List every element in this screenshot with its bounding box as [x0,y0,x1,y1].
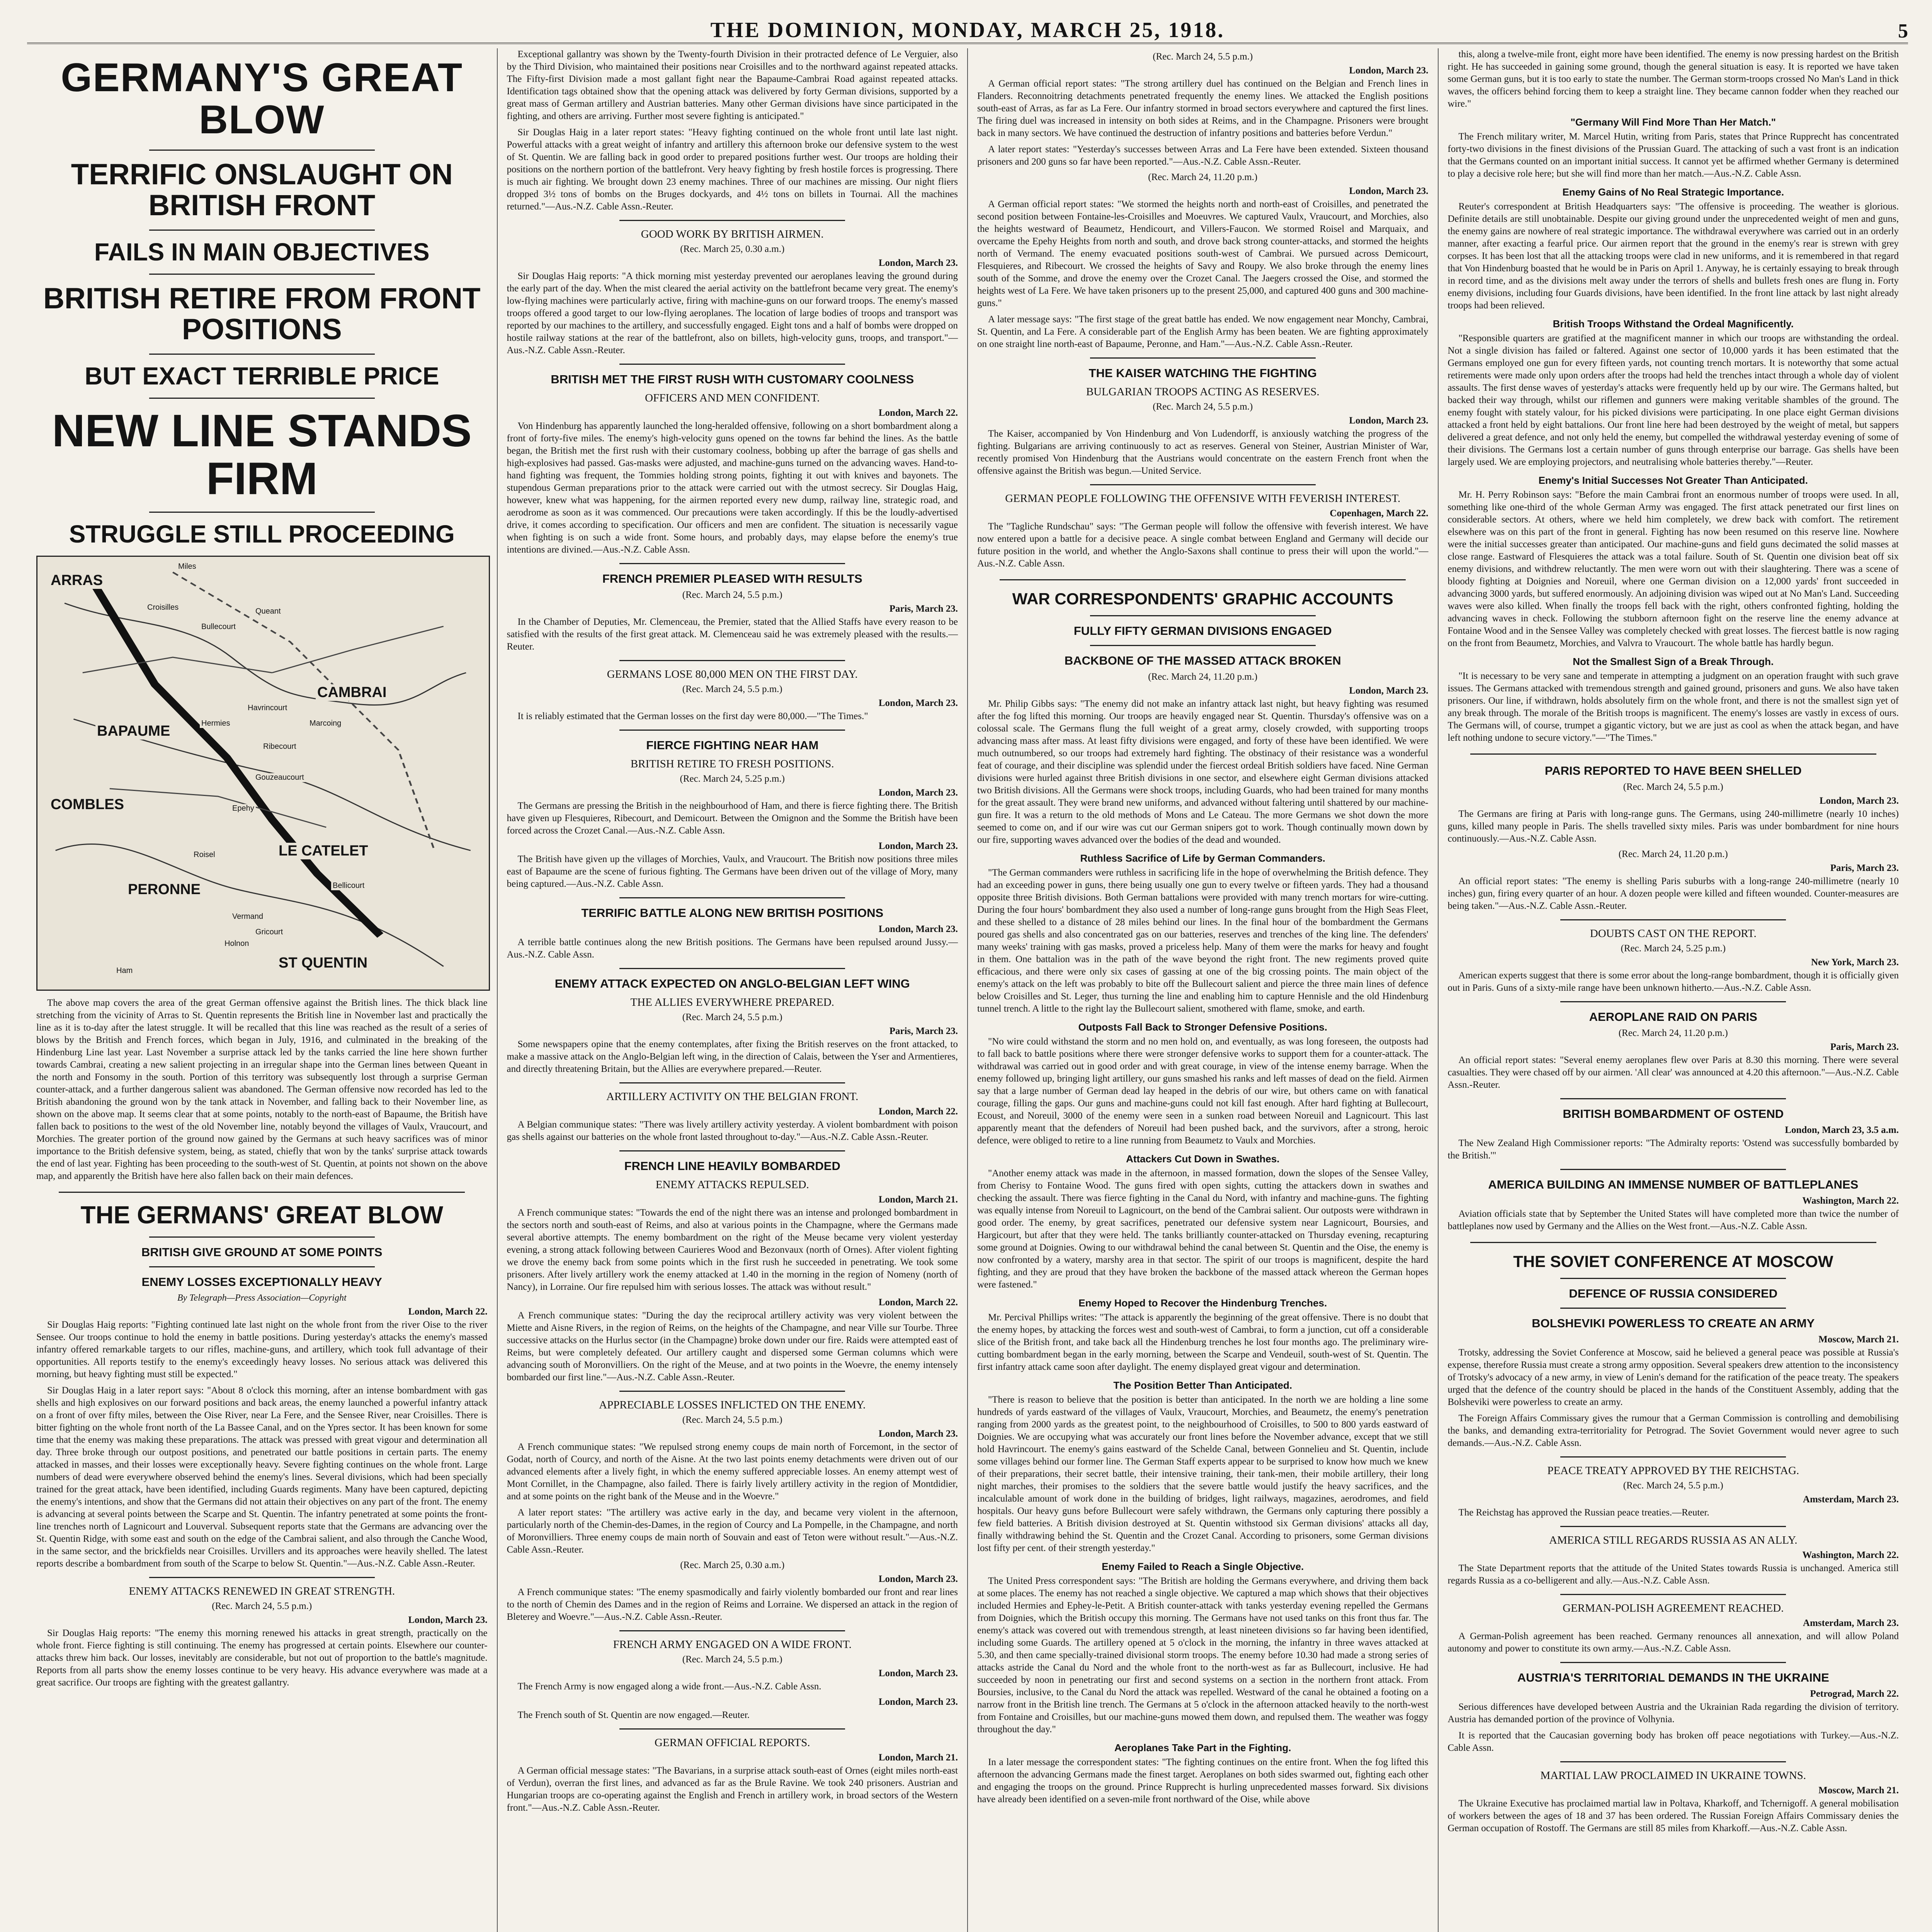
section-heading: PARIS REPORTED TO HAVE BEEN SHELLED [1544,764,1802,777]
article-paragraph: It is reported that the Caucasian governing body has broken off peace negotiations with Turkey.—Aus.-N.Z. Cable Assn. [1447,1730,1899,1753]
map-caption: The above map covers the area of the great German offensive against the British lines. The thick black line stretching from the vicinity of Arras to St. Quentin represents the British line in November last and practically the line as it is to-day after the latest struggle. It will be recalled that this line was reached as the result of a series of blows by the British and French forces, which began in July, 1916, and culminated in the breaking of the Hindenburg Line last year. Last November a surprise attack led by the tanks carried the line here shown further towards Cambrai, creating a new salient projecting in an irregular shape into the German lines between Queant in the north and Fonsomy in the south. Portion of this territory was subsequently lost through a surprise German counter-attack, and a further dangerous salient was abandoned. The German offensive now recorded has led to the British abandoning the ground won by the tank attack in November, and falling back to their November line, as shown on the above map. It seems clear that at some points, notably to the north-east of Bapaume, the British have fallen back to positions to the west of the old November line, notably beyond the villages of Vaulx, Vraucourt, and Morchies. The greater portion of the ground now gained by the Germans at such heavy sacrifices was of minor importance to the British defensive system, being, as stated, chiefly that won by the tanks' surprise attack towards the end of last year. Fighting has been proceeding to the south-west of St. Quentin, at points not shown on the above map, and apparently the British have here also fallen back on their main defences. [36,997,488,1181]
column-1 [27,48,498,1932]
article-paragraph: "Responsible quarters are gratified at the magnificent manner in which our troops are withstanding the ordeal. Not a single division has failed or faltered. Against one sector of 10,000 yards it has been estimated that the Germans employed one gun for every fifteen yards, not counting trench mortars. It is noteworthy that some actual retirements were made only upon orders after the troops had held the trenches intact through a whole day of violent assaults. The first dense waves of yesterday's attacks were frequently held up by our wire. The Germans halted, but backed their way through, whilst our riflemen and gunners were making veritable shambles of the ground. The enemy fought with stately valour, for his picked divisions were participating. In one place eight German divisions attacked a front held by eight battalions. Our front line here had been destroyed by the weight of metal, but sappers delivered a great defence, and not only held the enemy, but compelled the withdrawal yesterday evening of some of their divisions. The Germans lost a certain number of guns through enterprise our barrage. Gas shells have been largely used. We are employing projectors, and neutralising whole batteries thereby."—Reuter. [1447,333,1899,467]
map-label-combles: COMBLES [49,796,126,813]
headline-main: GERMANY'S GREAT BLOW [61,55,463,143]
article-paragraph: It is reliably estimated that the German losses on the first day were 80,000.—"The Times." [517,711,868,721]
dateline-place: Washington, March 22. [1802,1196,1899,1206]
map-place: Croisilles [146,603,180,612]
subheadline: ENEMY LOSSES EXCEPTIONALLY HEAVY [141,1275,382,1289]
section-heading: AUSTRIA'S TERRITORIAL DEMANDS IN THE UKRAINE [1517,1671,1829,1684]
article-paragraph: The New Zealand High Commissioner reports: "The Admiralty reports: 'Ostend was successfully bombarded by the British.'" [1447,1138,1899,1161]
article-paragraph: In the Chamber of Deputies, Mr. Clemenceau, the Premier, stated that the Allied Staffs have every reason to be satisfied with the results of the first great attack. M. Clemenceau said he was extremely pleased with the results.—Reuter. [507,617,958,652]
dateline-place: London, March 23. [878,924,958,934]
received-date: (Rec. March 25, 0.30 a.m.) [680,1560,785,1570]
received-date: (Rec. March 24, 5.5 p.m.) [682,1012,782,1022]
dateline-place: Petrograd, March 22. [1810,1689,1899,1699]
headline-struggle: STRUGGLE STILL PROCEEDING [69,520,455,548]
section-subheading: OFFICERS AND MEN CONFIDENT. [645,392,820,404]
dateline-place: London, March 23, 3.5 a.m. [1785,1125,1899,1135]
dateline-place: London, March 23. [1349,415,1429,426]
map-place: Bullecourt [200,622,237,631]
dateline-place: London, March 23. [878,1697,958,1707]
dateline-place: London, March 22. [878,1106,958,1117]
section-heading: ENEMY ATTACK EXPECTED ON ANGLO-BELGIAN LEFT WING [554,977,910,990]
section-heading: THE KAISER WATCHING THE FIGHTING [1088,366,1317,380]
article-paragraph: The "Tagliche Rundschau" says: "The German people will follow the offensive with feverish interest. We have now entered upon a battle for a decisive peace. A single combat between England and Germany will decide our future position in the world, and whether the Anglo-Saxons shall continue to press their will upon the world."—Aus.-N.Z. Cable Assn. [977,521,1429,569]
section-subheading: BACKBONE OF THE MASSED ATTACK BROKEN [1064,654,1341,667]
map-label-arras: ARRAS [49,572,104,589]
map-place: Gouzeaucourt [254,773,306,782]
dateline-place: Paris, March 23. [889,1026,958,1036]
received-date: (Rec. March 24, 5.5 p.m.) [682,1654,782,1665]
map-label-st-quentin: ST QUENTIN [277,955,369,971]
section-heading: BRITISH MET THE FIRST RUSH WITH CUSTOMARY COOLNESS [551,372,914,386]
dateline-place: London, March 23. [878,698,958,708]
article-paragraph: A terrible battle continues along the new British positions. The Germans have been repulsed around Jussy.—Aus.-N.Z. Cable Assn. [507,937,958,960]
section-heading: GERMAN-POLISH AGREEMENT REACHED. [1563,1602,1784,1614]
side-heading: Not the Smallest Sign of a Break Through. [1573,656,1774,667]
dateline-place: Moscow, March 21. [1818,1785,1899,1796]
side-heading: Aeroplanes Take Part in the Fighting. [1114,1742,1291,1753]
map-place: Epehy [231,804,256,813]
map-place: Marcoing [308,719,343,728]
article-paragraph: In a later message the correspondent states: "The fighting continues on the entire front. When the fog lifted this afternoon the advancing Germans made the finest target. Aeroplanes on both sides swarmed out, fighting each other and engaging the troops on the ground. Prince Rupprecht is hurling unprecedented masses forward. Six divisions have already been identified on a seven-mile front northward of the Oise, while above [977,1757,1429,1804]
headline-onslaught: TERRIFIC ONSLAUGHT ON BRITISH FRONT [71,158,453,222]
dateline-place: London, March 23. [1349,65,1429,76]
dateline-place: Paris, March 23. [1830,863,1899,873]
article-paragraph: A German official report states: "The strong artillery duel has continued on the Belgian and French lines in Flanders. Reconnoitring detachments penetrated frequently the enemy lines. We attacked the English positions south-east of Arras, as far as La Fere. Our infantry stormed in broad sectors everywhere and captured the first lines. The firing duel was increased in intensity on both sides at Reims, and in the Champagne. Prisoners were brought back in many sectors. We have continued the destruction of infantry positions and batteries before Verdun." [977,78,1429,138]
article-paragraph: A later message says: "The first stage of the great battle has ended. We now engagement near Monchy, Cambrai, St. Quentin, and La Fere. A considerable part of the English Army has been beaten. We are fighting approximately on one straight line north-east of Bapaume, Peronne, and Ham."—Aus.-N.Z. Cable Assn.-Reuter. [977,314,1429,349]
section-heading-major: WAR CORRESPONDENTS' GRAPHIC ACCOUNTS [1012,590,1393,608]
side-heading: Enemy Hoped to Recover the Hindenburg Trenches. [1078,1297,1327,1309]
section-subheading: BOLSHEVIKI POWERLESS TO CREATE AN ARMY [1532,1316,1815,1330]
section-heading: GERMANS LOSE 80,000 MEN ON THE FIRST DAY. [607,668,858,680]
received-date: (Rec. March 24, 11.20 p.m.) [1618,849,1728,859]
headline-retire: BRITISH RETIRE FROM FRONT POSITIONS [43,282,481,346]
side-heading: Enemy Failed to Reach a Single Objective. [1102,1561,1304,1572]
article-paragraph: A German official report states: "We stormed the heights north and north-east of Croisilles, and penetrated the second position between Fontaine-les-Croisilles and Moeuvres. We captured Vaulx, Vraucourt, and Morchies, also the heights westward of Beaumetz, Hendicourt, and Villers-Faucon. We stormed Roisel and Marquaix, and overcame the Epehy Heights from north and south, and drove back strong counter-attacks, and stormed the heights north of Vermand. The enemy evacuated positions south-west of Cambrai. We pursued across Demicourt, Flesquieres, and Ribecourt. We crossed the heights of Savy and Roupy. We also broke through the enemy lines south of the Somme, and drove the enemy over the Crozet Canal. The Jaegers crossed the Oise, and stormed the heights west of La Fere. We have taken prisoners up to the present 25,000, and captured 400 guns and 300 machine-guns." [977,199,1429,308]
map-place: Bellicourt [331,881,366,890]
section-heading: BRITISH BOMBARDMENT OF OSTEND [1563,1107,1784,1121]
section-heading: APPRECIABLE LOSSES INFLICTED ON THE ENEMY. [599,1399,866,1411]
page-number: 5 [1898,20,1908,42]
article-paragraph: Sir Douglas Haig in a later report states: "Heavy fighting continued on the whole front until late last night. Powerful attacks with a great weight of infantry and artillery this afternoon broke our defensive system to the west of St. Quentin. We are falling back in good order to prepared positions further west. Our troops are holding their positions on the northern portion of the battlefront. Very heavy fighting by fresh hostile forces is progressing. There is much air fighting. We brought down 23 enemy machines. Three of our machines are missing. Our night fliers dropped 3½ tons of bombs on the Bruges dockyards, and 4½ tons on billets in Tournai. All the machines returned."—Aus.-N.Z. Cable Assn.-Reuter. [507,127,958,212]
dateline-place: London, March 23. [878,787,958,798]
map-place: Hermies [200,719,231,728]
article-paragraph: Serious differences have developed between Austria and the Ukrainian Rada regarding the division of territory. Austria has demanded portion of the province of Volhynia. [1447,1702,1899,1725]
article-paragraph: A French communique states: "The enemy spasmodically and fairly violently bombarded our front and rear lines to the north of Chemin des Dames and in the region of Reims and Lorraine. We dispersed an attack in the region of Bleterey and Woevre."—Aus.-N.Z. Cable Assn.-Reuter. [507,1587,958,1622]
side-heading: Ruthless Sacrifice of Life by German Commanders. [1080,852,1325,864]
article-paragraph: A French communique states: "We repulsed strong enemy coups de main north of Forcemont, in the sector of Godat, north of Courcy, and north of the Aisne. At the two last points enemy detachments were driven out of our advanced elements after a lively fight, in which the enemy suffered appreciable losses. An enemy attempt west of Mont Cornillet, in the Champagne, also failed. There is fairly lively artillery activity in the region of Montdidier, and at some points on the right bank of the Meuse and in the Woevre." [507,1442,958,1502]
side-heading: Attackers Cut Down in Swathes. [1126,1153,1280,1165]
map-place: Roisel [192,850,217,859]
side-heading: British Troops Withstand the Ordeal Magnificently. [1553,318,1794,330]
article-paragraph: The French military writer, M. Marcel Hutin, writing from Paris, states that Prince Rupprecht has concentrated forty-two divisions in the finest divisions of the Prussian Guard. The attacking of such a vast front is an indication that the Germans counted on an important initial success. It cannot yet be affirmed whether Germany is determined to play a decisive role here; but she will find more than her match.—Aus.-N.Z. Cable Assn. [1447,131,1899,179]
battle-map [36,556,490,991]
article-paragraph: The Germans are pressing the British in the neighbourhood of Ham, and there is fierce fighting there. The British have given up Flesquieres, Ribecourt, and Demicourt. Between the Omignon and the Somme the British have been forced across the Crozet Canal.—Aus.-N.Z. Cable Assn. [507,801,958,836]
article-paragraph: this, along a twelve-mile front, eight more have been identified. The enemy is now pressing hardest on the British right. He has succeeded in gaining some ground, though the general situation is easy. It is reported we have taken some German guns, but it is too early to state the number. The German storm-troops crossed No Man's Land in thick waves, the officers behind forcing them to keep a straight line. They became cannon fodder when they reached our wire." [1447,49,1899,109]
section-subheading: BULGARIAN TROOPS ACTING AS RESERVES. [1086,386,1320,398]
article-paragraph: The Germans are firing at Paris with long-range guns. The Germans, using 240-millimetre (nearly 10 inches) guns, killed many people in Paris. The shells travelled sixty miles. Paris was under bombardment for nine hours continuously.—Aus.-N.Z. Cable Assn. [1447,809,1899,844]
section-heading: FRENCH PREMIER PLEASED WITH RESULTS [602,572,862,585]
map-place: Ribecourt [262,742,298,751]
dateline-place: Washington, March 22. [1802,1550,1899,1560]
received-date: (Rec. March 24, 5.5 p.m.) [212,1601,312,1612]
map-place: Holnon [223,939,250,948]
article-paragraph: Mr. Philip Gibbs says: "The enemy did not make an infantry attack last night, but heavy fighting was resumed after the fog lifted this morning. Our troops are heavily engaged near St. Quentin. Thursday's offensive was on a colossal scale. The Germans flung the full weight of a great army, closely crowded, with supporting troops advancing mass after mass. At least fifty divisions were engaged, and forty of these have been identified. We were much outnumbered, so our troops had extremely hard fighting. The obstinacy of their resistance was a wonderful feat of courage, and their discipline was splendid under the fiercest ordeal British soldiers have faced. Nine German divisions were hurled against three British divisions in one sector, and elsewhere eight German divisions attacked two British divisions. All the Germans were shock troops, including Guards, who had been trained for many months for the great assault. They were brand new uniforms, and advanced without faltering until shattered by our machine-gun fire. It was a return to the old methods of Mons and Le Cateau. The more Germans we shot down the more seemed to come on, and if our wire was cut our German snipers got to work. Though continually mown down by our fire, supporting waves advanced over the bodies of the dead and wounded. [977,699,1429,845]
section-heading: FRENCH ARMY ENGAGED ON A WIDE FRONT. [613,1638,852,1651]
received-date: (Rec. March 25, 0.30 a.m.) [680,244,785,254]
article-paragraph: Von Hindenburg has apparently launched the long-heralded offensive, following on a short bombardment along a front of forty-five miles. The enemy's high-velocity guns opened on the towns far behind the lines. As the battle began, the British met the first rush with their customary coolness, bobbing up after the barrage of gas shells and high-explosives had passed. Gas-masks were adjusted, and machine-guns turned on the advancing waves. Hand-to-hand fighting was frequent, the Tommies holding strong points, fighting it out with knives and bayonets. The stupendous German preparations prior to the attack were carried out with the utmost secrecy. Sir Douglas Haig, however, knew what was happening, for the airmen reported every new dump, railway line, strategic road, and aerodrome as soon as it was commenced. Our precautions were taken accordingly. If this be the loudly-advertised drive, it comes according to specification. Our officers and men are confident. The situation is necessarily vague when fighting is on such a wide front. Some hours, and probably days, may elapse before the enemy's true intentions are divined.—Aus.-N.Z. Cable Assn. [507,421,958,555]
received-date: (Rec. March 24, 11.20 p.m.) [1148,172,1258,182]
column-3 [968,48,1439,1932]
section-heading: GOOD WORK BY BRITISH AIRMEN. [641,228,824,240]
article-paragraph: The Ukraine Executive has proclaimed martial law in Poltava, Kharkoff, and Tchernigoff. A general mobilisation of workers between the ages of 18 and 37 has been ordered. The Russian Foreign Affairs Commissary denies the German occupation of Rostoff. The Germans are still 85 miles from Kharkoff.—Aus.-N.Z. Cable Assn. [1447,1798,1899,1833]
dateline-place: London, March 23. [878,258,958,268]
article-paragraph: Sir Douglas Haig reports: "A thick morning mist yesterday prevented our aeroplanes leaving the ground during the early part of the day. When the mist cleared the aerial activity on the battlefront became very great. The enemy's low-flying machines were particularly active, firing with machine-guns on our forward troops. The enemy's massed troops offered a good target to our low-flying aeroplanes. The location of large bodies of troops and transport was reported by our machines to the artillery, and successfully engaged. Eight tons and a half of bombs were dropped on hostile railway stations at the rear of the battlefront, also on billets, high-velocity guns, troops, and transport."—Aus.-N.Z. Cable Assn.-Reuter. [507,271,958,355]
article-paragraph: Mr. H. Perry Robinson says: "Before the main Cambrai front an enormous number of troops were used. In all, something like one-third of the whole German Army was engaged. The first attack penetrated our first lines on considerable sectors. At others, where we held him completely, we drew back with comfort. The retirement elsewhere was on this part of the front in general. Fighting has now been resumed on this reserve line. Nowhere were the initial successes greater than anticipated. Our machine-guns and field guns decimated the solid masses at close range. Eastward of Flesquieres the attack was a total failure. South of St. Quentin one division beat off six enemy divisions, and withdrew reluctantly. The men were worn out with their slaughtering. There was a scene of bloody fighting at Doignies and Noreuil, where one German division on a 12,000 yards' front succeeded in advancing 3000 yards, but suffered enormously. An adjoining division was wiped out at No Man's Land. Succeeding waves were also killed. When finally the troops fell back with the right, others confronted fighting, holding the advancing waves in check. Following the stubborn afternoon fight on the reserve line the enemy advance at Fontaine Wood and in the Sensee Valley was completely checked with great losses. The fiercest battle is now raging on the front from Beaumetz, Morchies, and Valvra to Vraucourt. The whole battle has hardly begun. [1447,490,1899,648]
received-date: (Rec. March 24, 5.25 p.m.) [1621,943,1726,954]
map-place: Gricourt [254,928,284,937]
article-paragraph: Sir Douglas Haig in a later report says: "About 8 o'clock this morning, after an intense bombardment with gas shells and high explosives on our forward positions and back areas, the enemy launched a powerful infantry attack on a front of over fifty miles, between the Oise River, near La Fere, and the Sensee River, near Croisilles. There is bitter fighting on the whole front north of the La Bassee Canal, and on the Ypres sector. It has been known for some time that the enemy was making these preparations. The attack was pressed with great vigour and determination all day. Three broke through our outpost positions, and penetrated our battle positions in certain parts. The enemy attacked in masses, and their losses were exceptionally heavy. Severe fighting continues on the whole front. Large numbers of dead were everywhere observed behind the enemy's lines. Several divisions, which had been specially trained for the great attack, have been identified, including Guards regiments. Many have been captured, depicting the enemy's intentions, and show that the Germans did not attain their objectives on any part of the front. The enemy is advancing at several points between the Scarpe and St. Quentin. The infantry penetrated at some points the front-line trenches north of Lagnicourt and Louverval. Subsequent reports state that the Germans are advancing over the St. Quentin Ridge, with some east and south on the edge of the Cambrai salient, and also through the Canche Wood, in the same sector, and the brickfields near Croisilles. Urvillers and its approaches were heavily shelled. The latest reports describe a bombardment from south of the Scarpe to below St. Quentin."—Aus.-N.Z. Cable Assn.-Reuter. [36,1385,488,1569]
dateline-place: London, March 23. [878,841,958,851]
section-subheading: ENEMY ATTACKS REPULSED. [655,1179,809,1191]
section-heading: FIERCE FIGHTING NEAR HAM [646,738,819,752]
article-paragraph: An official report states: "Several enemy aeroplanes flew over Paris at 8.30 this morning. There were several casualties. They were chased off by our airmen. 'All clear' was announced at 4.20 this afternoon."—Aus.-N.Z. Cable Assn.-Reuter. [1447,1055,1899,1090]
dateline-place: London, March 23. [1349,685,1429,696]
section-heading: MARTIAL LAW PROCLAIMED IN UKRAINE TOWNS. [1540,1769,1806,1782]
article-paragraph: A French communique states: "Towards the end of the night there was an intense and prolonged bombardment in the sectors north and south-east of Reims, and also at various points in the Champagne, where the Germans made several abortive attempts. The enemy bombardment on the right of the Meuse became very violent yesterday evening, a strong attack following between Caurieres Wood and Bezonvaux (north of Ornes). After violent fighting we drove the enemy back from some points which in the first rush he succeeded in penetrating. We took some prisoners. After lively artillery work the enemy attacked at 1.40 in the morning in the region of Nomeny (north of Nancy), in Lorraine. Our fire repulsed him with serious losses. The attack was without result." [507,1208,958,1292]
map-label-peronne: PERONNE [126,881,202,898]
dateline-place: Copenhagen, March 22. [1330,508,1429,519]
article-paragraph: Trotsky, addressing the Soviet Conference at Moscow, said he believed a general peace was possible at Russia's expense, therefore Russia must create a strong army opposition. Several speakers drew attention to the inconsistency of Trotsky's advocacy of a new army, in view of Lenin's demand for the ratification of the peace treaty. The speakers urged that the defence of the country should be placed in the hands of the Constituent Assembly, adding that the Bolsheviki were powerless to create an army. [1447,1347,1899,1407]
received-date: (Rec. March 24, 5.5 p.m.) [682,590,782,600]
received-date: (Rec. March 24, 5.5 p.m.) [682,684,782,694]
article-paragraph: The Foreign Affairs Commissary gives the rumour that a German Commission is controlling and demobilising the banks, and demanding extra-territoriality for Petrograd. The Soviet Government would never agree to such demands.—Aus.-N.Z. Cable Assn. [1447,1413,1899,1448]
dateline-place: London, March 23. [878,1429,958,1439]
article-paragraph: Mr. Percival Phillips writes: "The attack is apparently the beginning of the great offensive. There is no doubt that the enemy hopes, by attacking the forces west and south-west of Cambrai, to form a junction, cut off a considerable slice of the British front, and take back all the Hindenburg trenches he lost four months ago. The preliminary wire-cutting bombardment began in the early morning, between the Scarpe and Vendeuil, south-west of St. Quentin. The first infantry attack came soon after daylight. The enemy displayed great vigour and determination. [977,1312,1429,1372]
article-paragraph: A later report states: "The artillery was active early in the day, and became very violent in the afternoon, particularly north of the Chemin-des-Dames, in the region of Courcy and La Pompelle, in the Champagne, and north of Moronvilliers. Three enemy coups de main north of Souvain and east of Teton were without result."—Aus.-N.Z. Cable Assn.-Reuter. [507,1507,958,1555]
byline: By Telegraph—Press Association—Copyright [177,1293,347,1303]
section-heading: ENEMY ATTACKS RENEWED IN GREAT STRENGTH. [129,1585,395,1598]
side-heading: The Position Better Than Anticipated. [1113,1379,1293,1391]
headline-price: BUT EXACT TERRIBLE PRICE [85,362,439,390]
article-paragraph: Some newspapers opine that the enemy contemplates, after fixing the British reserves on the front attacked, to make a massive attack on the Anglo-Belgian left wing, in the direction of Calais, between the Yser and Armentieres, and directly threatening Britain, but the Allies are everywhere prepared.—Reuter. [507,1039,958,1074]
section-heading: GERMAN OFFICIAL REPORTS. [655,1736,810,1749]
map-label-bapaume: BAPAUME [95,723,172,740]
dateline-place: London, March 23. [878,1668,958,1679]
received-date: (Rec. March 24, 11.20 p.m.) [1618,1028,1728,1038]
section-heading: AEROPLANE RAID ON PARIS [1589,1010,1757,1024]
column-2 [498,48,968,1932]
map-scale: Miles [177,562,198,571]
article-paragraph: "No wire could withstand the storm and no men hold on, and eventually, as was long foreseen, the outposts had to fall back to battle positions where there were stronger defensive works to support them for a counter-attack. The withdrawal was carried out in good order and with great courage, in view of the intense enemy barrage. When the enemy followed up, bringing light artillery, our guns smashed his ranks and left masses of dead on the field. Airmen say that a large number of German dead lay heaped in the debris of our wire, but others came on with fanatical courage, filling the gaps. Our guns and machine-guns could not kill fast enough. After hard fighting at Bullecourt, Ecoust, and Noreuil, 3000 of the enemy were seen in a sunken road between Noreuil and Lagnicourt. This last apparently meant that the defenders of Noreuil had been pushed back, and the survivors, after a strong, heroic defence, were obliged to retire to a line running from Beaumetz to Vaulx and Morchies. [977,1036,1429,1146]
dateline-place: New York, March 23. [1811,957,1899,968]
section-heading: PEACE TREATY APPROVED BY THE REICHSTAG. [1547,1464,1799,1477]
article-paragraph: A German official message states: "The Bavarians, in a surprise attack south-east of Ornes (eight miles north-east of Verdun), overran the first lines, and advanced as far as the Brule Ravine. We took 240 prisoners. Austrian and Hungarian troops are co-operating against the English and French in artillery work, in broad sectors of the Western front."—Aus.-N.Z. Cable Assn.-Reuter. [507,1765,958,1813]
dateline-place: London, March 22. [408,1306,488,1317]
article-paragraph: A French communique states: "During the day the reciprocal artillery activity was very violent between the Miette and Aisne Rivers, in the region of Reims, on the heights of the Champagne, and near Ville sur Tourbe. Three successive attacks on the Hurlus sector (in the Champagne) broke down under our fire. Raids were attempted east of Reims, but were completely defeated. Our artillery caught and dispersed some German columns which were advancing south of Moronvilliers. On the right of the Meuse, and at two points in the Woevre, the enemy intensely bombarded our first line."—Aus.-N.Z. Cable Assn.-Reuter. [507,1310,958,1383]
headline-germans-great-blow: THE GERMANS' GREAT BLOW [80,1201,443,1229]
received-date: (Rec. March 24, 5.25 p.m.) [680,774,785,784]
map-place: Queant [254,607,282,616]
side-heading: Outposts Fall Back to Stronger Defensive Positions. [1078,1021,1327,1033]
received-date: (Rec. March 24, 5.5 p.m.) [1153,51,1253,62]
section-heading: AMERICA STILL REGARDS RUSSIA AS AN ALLY. [1549,1534,1798,1546]
article-paragraph: "It is necessary to be very sane and temperate in attempting a judgment on an operation fraught with such grave issues. The Germans attacked with tremendous strength and gained ground, prisoners and guns. We also have taken prisoners. Our line, if withdrawn, holds absolutely firm on the whole front, and there is not the smallest sign yet of any break through. The morale of the British troops is magnificent. The enemy's losses are vastly in excess of ours. The Germans will, of course, trumpet a gigantic victory, but we are just as cool as when the attack began, and have left nothing undone to secure victory."—"The Times." [1447,671,1899,743]
dateline-place: Paris, March 23. [889,604,958,614]
section-subheading: THE ALLIES EVERYWHERE PREPARED. [630,996,834,1009]
section-heading: FRENCH LINE HEAVILY BOMBARDED [624,1159,840,1173]
column-4 [1439,48,1908,1932]
section-heading-major: THE SOVIET CONFERENCE AT MOSCOW [1513,1252,1833,1270]
received-date: (Rec. March 24, 5.5 p.m.) [682,1415,782,1425]
article-paragraph: Exceptional gallantry was shown by the Twenty-fourth Division in their protracted defence of Le Verguier, also by the Third Division, who maintained their positions near Croisilles and to the northward against repeated attacks. The Fifty-first Division made a most gallant fight near the Bapaume-Cambrai Road against repeated attacks. Identification tags obtained show that the opening attack was delivered by forty German divisions, supported by a great mass of German artillery and Austrian batteries. Many other German divisions have since participated in the fighting, and others are arriving. Further most severe fighting is anticipated." [507,49,958,121]
map-place: Vermand [231,912,265,921]
headline-fails: FAILS IN MAIN OBJECTIVES [94,238,430,266]
section-heading: TERRIFIC BATTLE ALONG NEW BRITISH POSITIONS [581,906,884,920]
article-paragraph: The French Army is now engaged along a wide front.—Aus.-N.Z. Cable Assn. [517,1681,821,1692]
article-paragraph: An official report states: "The enemy is shelling Paris suburbs with a long-range 240-millimetre (nearly 10 inches) gun, firing every quarter of an hour. A dozen people were killed and fifteen wounded. Counter-measures are being taken."—Aus.-N.Z. Cable Assn.-Reuter. [1447,876,1899,911]
side-heading: "Germany Will Find More Than Her Match." [1570,116,1776,128]
article-paragraph: The French south of St. Quentin are now engaged.—Reuter. [517,1710,750,1720]
section-heading: GERMAN PEOPLE FOLLOWING THE OFFENSIVE WITH FEVERISH INTEREST. [1005,492,1401,505]
map-place: Havrincourt [246,704,289,713]
section-subheading: BRITISH RETIRE TO FRESH POSITIONS. [630,758,834,770]
article-paragraph: "There is reason to believe that the position is better than anticipated. In the north we are holding a line some hundreds of yards eastward of the villages of Vaulx, Vraucourt, Morchies, and Beaumetz, the enemy's penetration ranging from 2000 yards as the greatest point, to the neighbourhood of Croisilles, to 500 to 800 yards eastward of Doignies. We are occupying what was accurately our front lines before the November advance, except that we still hold Havrincourt. The enemy's gains eastward of the Schelde Canal, between Gonnelieu and St. Quentin, include some villages behind our former line. The German Staff experts appear to be surprised to know how much we knew of their preparations, their secret battle, their intensive training, their tank-men, their mobile artillery, their long night marches, their promises to the soldiers that the severe battle would justify the heavy sacrifices, and the incalculable amount of work done in the building of bridges, light railways, magazines, aerodromes, and field hospitals. Our heavy guns before Bullecourt were safely withdrawn, the Germans only capturing there possibly a few field batteries. A British division destroyed at St. Quentin withstood six German divisions' attacks all day, finally withdrawing behind the St. Quentin and the Crozet Canal. According to prisoners, some German divisions lost fifty per cent. of their strength yesterday." [977,1395,1429,1553]
headline-new-line: NEW LINE STANDS FIRM [52,405,472,504]
section-subheading: DEFENCE OF RUSSIA CONSIDERED [1569,1287,1778,1300]
article-paragraph: Sir Douglas Haig reports: "Fighting continued late last night on the whole front from the river Oise to the river Sensee. Our troops continue to hold the enemy in battle positions. During yesterday's attacks the enemy's massed infantry offered remarkable targets to our rifles, machine-guns, and artillery, which took full advantage of their opportunities. All reports testify to the enemy's exceedingly heavy losses. No serious attack was delivered this morning, but heavy fighting must still be expected." [36,1320,488,1380]
masthead [27,15,1908,44]
article-paragraph: "Another enemy attack was made in the afternoon, in massed formation, down the slopes of the Sensee Valley, from Cherisy to Fontaine Wood. The guns fired with open sights, cutting the attackers down in swathes and checking the assault. There was fierce fighting in the Canal du Nord, with infantry and machine-guns. The fighting was equally intense from Noreuil to Lagnicourt, on the bend of the Cambrai salient. Our outposts were withdrawn in good order. The enemy, by great sacrifices, penetrated our defensive system near Lagnicourt, Boursies, and Hargicourt, but after that they were held. The tanks brilliantly counter-attacked on Thursday evening, recapturing some ground at Doignies. Owing to our withdrawal behind the canal between St. Quentin and the Oise, the enemy is now confronted by a watery, marshy area in that sector. The spirit of our troops is magnificent, despite the hard fighting, and they are proud that they have broken the backbone of the massed attack whereon the German hopes were fastened." [977,1168,1429,1290]
section-heading: DOUBTS CAST ON THE REPORT. [1590,927,1757,940]
map-place: Ham [115,966,134,975]
dateline-place: London, March 23. [1819,796,1899,806]
dateline-place: London, March 23. [878,1574,958,1584]
received-date: (Rec. March 24, 5.5 p.m.) [1153,401,1253,412]
dateline-place: London, March 21. [878,1752,958,1763]
dateline-place: London, March 21. [878,1194,958,1205]
article-paragraph: A German-Polish agreement has been reached. Germany renounces all annexation, and will allow Poland autonomy and power to constitute its own army.—Aus.-N.Z. Cable Assn. [1447,1631,1899,1654]
dateline-place: London, March 22. [878,1297,958,1308]
dateline-place: Amsterdam, March 23. [1803,1618,1899,1628]
article-paragraph: The United Press correspondent says: "The British are holding the Germans everywhere, and driving them back at some places. The enemy has not reached a single objective. We captured a map which shows that their objectives included Hermies and Ephey-le-Petit. A British counter-attack with tanks yesterday evening repelled the Germans from Doignies, which the British occupy this morning. The Germans have not used tanks on this front thus far. The enemy's attack was covered out with tremendous strength, at least nineteen divisions so far having been identified, including some Guards. The artillery opened at 5 o'clock in the morning, the infantry in three waves attacked at 5.30, and then came specially-trained divisional storm troops. The enemy before 10.30 had made a strong series of attacks astride the Canal du Nord and the whole front to the north-west as far as Bullecourt, inclusive. He had succeeded by noon in penetrating our first and second systems on a section in the northern front attack. From Boursies, inclusive, to the Canal du Nord the attack was repelled. Westward of the canal he obtained a footing on a narrow front in the British line trench. The Germans at 5 o'clock in the afternoon attacked heavily to the north-west from Fontaine and Croisilles, but our machine-guns mowed them down, and repulsed them. The weather was foggy throughout the day." [977,1576,1429,1735]
article-paragraph: The Reichstag has approved the Russian peace treaties.—Reuter. [1458,1507,1709,1518]
section-heading: ARTILLERY ACTIVITY ON THE BELGIAN FRONT. [606,1090,859,1103]
article-paragraph: "The German commanders were ruthless in sacrificing life in the hope of overwhelming the British defence. They had an exceeding power in guns, there being usually one gun to every twelve or fifteen yards. They had a thousand opposite three British divisions. Both German battalions were provided with many trench mortars for wire-cutting. During the four hours' bombardment they also used a number of long-range guns brought from the High Seas Fleet, and these shelled to a distance of 28 miles behind our lines. In the final hour of the bombardment the Germans poured gas shells and also concentrated gas on our batteries, reserves and trenches of the king line. The defenders' many weeks' training with gas masks, proved a priceless help. Many of them were the marks for heavy and fought in them. One battalion was in the path of the wave beyond the right front. The new regiments proved quite efficacious, and there were only six cases of gassing at one of the big crossing points. The main object of the enemy's attack on the left was probably to bite off the Bullecourt salient and pierce the three main lines of defence below Croisilles and St. Leger, thus turning the line and enabling him to capture Hennisle and the old Hindenburg tunnel trench. A little to the right lay the Bullecourt salient, smothered with flame, smoke, and earth. [977,867,1429,1014]
section-heading: AMERICA BUILDING AN IMMENSE NUMBER OF BATTLEPLANES [1488,1178,1859,1191]
map-label-cambrai: CAMBRAI [316,684,388,701]
article-paragraph: Reuter's correspondent at British Headquarters says: "The offensive is proceeding. The weather is glorious. Definite details are still unobtainable. Despite our giving ground under the unprecedented weight of men and guns, the enemy gains are nowhere of real strategic importance. The withdrawal everywhere was carried out in an orderly manner, after exacting a fearful price. Our airmen report that the ground in the enemy's rear is strewn with grey corpses. It has been lost that all the attacking troops were clad in new uniforms, and it is remembered in that regard that Von Hindenburg boasted that he would be in Paris on April 1. Anyway, he is certainly essaying to break through in record time, and as the divisions melt away under the terrors of shells and bullets fresh ones are flung in. Forty enemy divisions, including four Guards divisions, have been identified. In the front line attack by last night already troops had been relieved. [1447,201,1899,311]
dateline-place: Moscow, March 21. [1818,1334,1899,1345]
article-paragraph: American experts suggest that there is some error about the long-range bombardment, though it is officially given out in Paris. Guns of a sixty-mile range have been unknown hitherto.—Aus.-N.Z. Cable Assn. [1447,970,1899,993]
received-date: (Rec. March 24, 5.5 p.m.) [1623,782,1723,792]
article-paragraph: The British have given up the villages of Morchies, Vaulx, and Vraucourt. The British now positions three miles east of Bapaume are the scene of furious fighting. The Germans have been driven out of the village of Mory, many being captured.—Aus.-N.Z. Cable Assn. [507,854,958,889]
dateline-place: Amsterdam, March 23. [1803,1494,1899,1505]
side-heading: Enemy's Initial Successes Not Greater Than Anticipated. [1538,474,1808,486]
article-paragraph: The Kaiser, accompanied by Von Hindenburg and Von Ludendorff, is anxiously watching the progress of the fighting. Bulgarians are arriving continuously to act as reserves. General von Steiner, Austrian Minister of War, recently promised Von Hindenburg that the Austrians would concentrate on the eastern French front when the offensive against the British was begun.—United Service. [977,429,1429,476]
received-date: (Rec. March 24, 5.5 p.m.) [1623,1480,1723,1491]
dateline-place: London, March 23. [408,1615,488,1626]
article-paragraph: Aviation officials state that by September the United States will have completed more than twice the number of battleplanes now used by Germany and the Allies on the West front.—Aus.-N.Z. Cable Assn. [1447,1209,1899,1231]
article-paragraph: A Belgian communique states: "There was lively artillery activity yesterday. A violent bombardment with poison gas shells against our batteries on the whole front lasted throughout to-day."—Aus.-N.Z. Cable Assn.-Reuter. [507,1119,958,1142]
side-heading: Enemy Gains of No Real Strategic Importance. [1562,186,1784,198]
article-paragraph: The State Department reports that the attitude of the United States towards Russia is unchanged. America still regards Russia as a co-belligerent and ally.—Aus.-N.Z. Cable Assn. [1447,1563,1899,1586]
masthead-title: THE DOMINION, MONDAY, MARCH 25, 1918. [710,18,1225,42]
article-paragraph: A later report states: "Yesterday's successes between Arras and La Fere have been extended. Sixteen thousand prisoners and 200 guns so far have been reported."—Aus.-N.Z. Cable Assn.-Reuter. [977,144,1429,167]
subheadline: BRITISH GIVE GROUND AT SOME POINTS [141,1245,383,1259]
map-label-le-catelet: LE CATELET [277,843,370,859]
columns [27,48,1908,1932]
article-paragraph: Sir Douglas Haig reports: "The enemy this morning renewed his attacks in great strength, practically on the whole front. Fierce fighting is still continuing. The enemy has progressed at certain points. Elsewhere our counter-attacks threw him back. Our losses, inevitably are considerable, but not out of proportion to the battle's magnitude. Reports from all parts show the enemy losses continue to be very heavy. His advance everywhere was made at a great sacrifice. Our troops are fighting with the greatest gallantry. [36,1628,488,1688]
received-date: (Rec. March 24, 11.20 p.m.) [1148,672,1258,682]
dateline-place: Paris, March 23. [1830,1042,1899,1052]
dateline-place: London, March 23. [1349,186,1429,196]
dateline-place: London, March 22. [878,408,958,418]
section-subheading: FULLY FIFTY GERMAN DIVISIONS ENGAGED [1073,624,1332,638]
